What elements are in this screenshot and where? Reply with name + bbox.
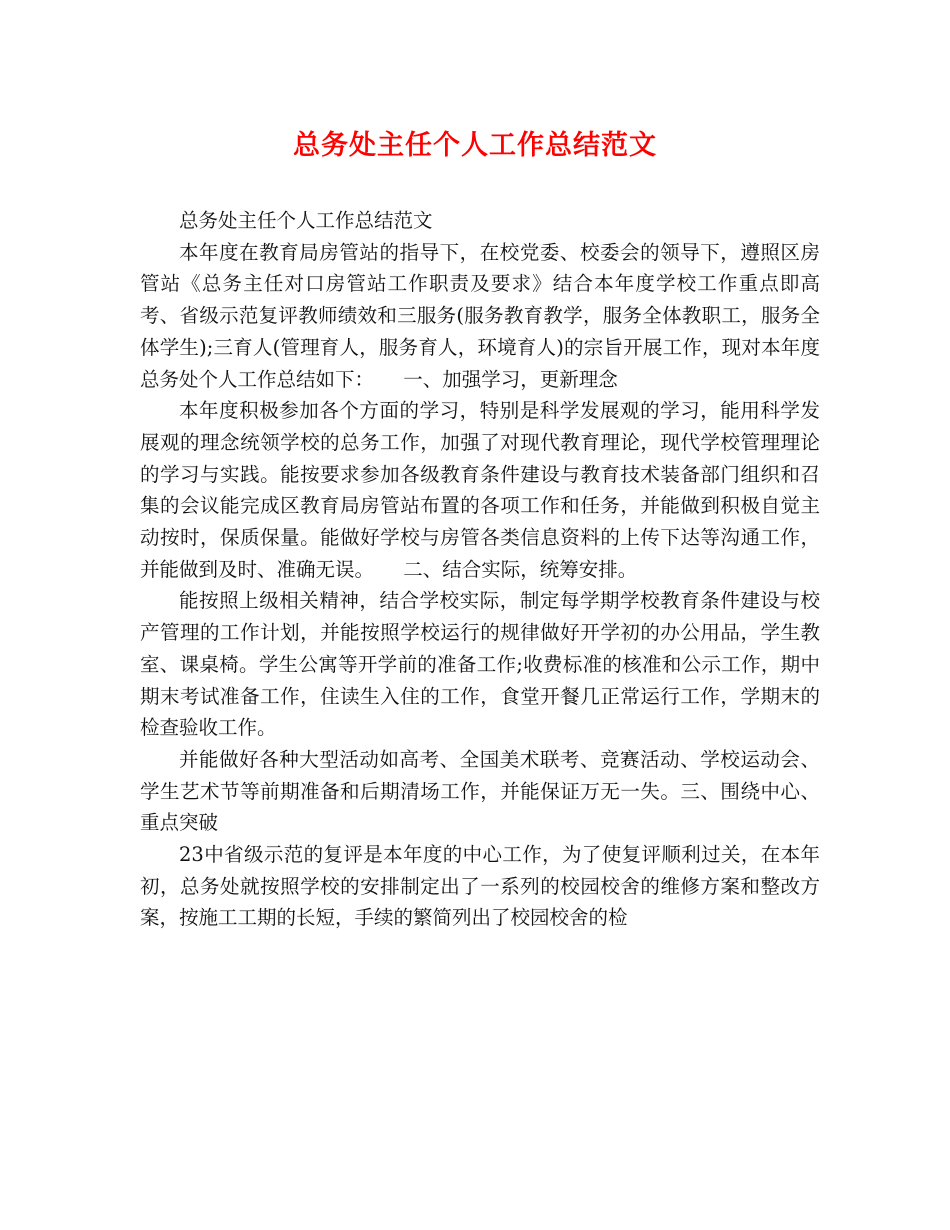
paragraph: 总务处主任个人工作总结范文 [179,209,433,232]
paragraph: 并能做好各种大型活动如高考、全国美术联考、竞赛活动、学校运动会、学生艺术节等前期准备和后期清场工作，并能保证万无一失。三、围绕中心、重点突破 [140,747,820,835]
paragraph: 能按照上级相关精神，结合学校实际，制定每学期学校教育条件建设与校产管理的工作计划，并能按照学校运行的规律做好开学初的办公用品，学生教室、课桌椅。学生公寓等开学前的准备工作;收费标准的核准和公示工作，期中期末考试准备工作，住读生入住的工作，食堂开餐几正常运行工作，学期末的检查验收工作。 [140,589,820,740]
paragraph: 23中省级示范的复评是本年度的中心工作，为了使复评顺利过关，在本年初，总务处就按照学校的安排制定出了一系列的校园校舍的维修方案和整改方案，按施工工期的长短，手续的繁简列出了校园校舍的检 [140,843,820,930]
document-title: 总务处主任个人工作总结范文 [293,130,657,161]
paragraph: 本年度在教育局房管站的指导下，在校党委、校委会的领导下，遵照区房管站《总务主任对口房管站工作职责及要求》结合本年度学校工作重点即高考、省级示范复评教师绩效和三服务(服务教育教学，服务全体教职工，服务全体学生);三育人(管理育人，服务育人，环境育人)的宗旨开展工作，现对本年度总务处个人工作总结如下： 一、加强学习，更新理念 [140,240,820,391]
document-body [140,205,820,934]
paragraph: 本年度积极参加各个方面的学习，特别是科学发展观的学习，能用科学发展观的理念统领学校的总务工作，加强了对现代教育理论，现代学校管理理论的学习与实践。能按要求参加各级教育条件建设与教育技术装备部门组织和召集的会议能完成区教育局房管站布置的各项工作和任务，并能做到积极自觉主动按时，保质保量。能做好学校与房管各类信息资料的上传下达等沟通工作，并能做到及时、准确无误。 二、结合实际，统筹安排。 [140,399,820,581]
